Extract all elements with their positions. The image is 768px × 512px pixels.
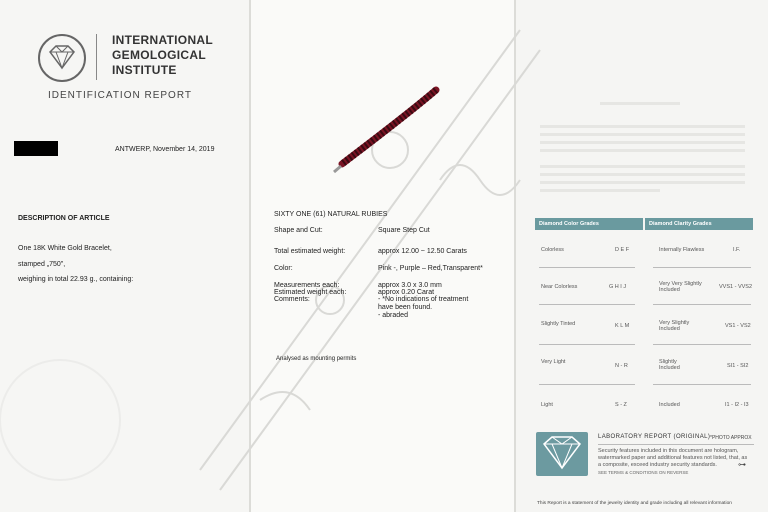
color-grade-letters: S - Z xyxy=(615,402,627,408)
comments-label: Comments: xyxy=(274,296,310,303)
color-grade-name: Light xyxy=(541,402,553,408)
faded-text xyxy=(540,181,745,184)
key-icon: ⊶ xyxy=(738,460,746,469)
fold-line xyxy=(249,0,251,512)
divider xyxy=(539,267,635,268)
divider xyxy=(539,344,635,345)
diamond-icon xyxy=(46,44,78,72)
description-heading: DESCRIPTION OF ARTICLE xyxy=(18,215,110,222)
lab-diamond-logo xyxy=(536,432,588,476)
divider xyxy=(653,267,751,268)
weight-each-value: approx 0.20 Carat xyxy=(378,289,435,296)
lab-report-title: LABORATORY REPORT (ORIGINAL) xyxy=(598,434,711,440)
color-grade-letters: D E F xyxy=(615,247,630,253)
color-grade-name: Colorless xyxy=(541,247,564,253)
lab-body-line: a composite, exceed industry security standards. xyxy=(598,462,717,468)
field-label: Total estimated weight: xyxy=(274,248,346,255)
clarity-grade-code: I1 - I2 - I3 xyxy=(725,402,749,408)
comment-line: - *No indications of treatment xyxy=(378,296,469,303)
faded-text xyxy=(540,133,745,136)
clarity-grade-code: I.F. xyxy=(733,247,741,253)
faded-text xyxy=(540,189,660,192)
faded-text xyxy=(600,102,680,105)
clarity-grade-name: Internally Flawless xyxy=(659,247,705,253)
field-value: approx 12.00 ~ 12.50 Carats xyxy=(378,248,467,255)
divider xyxy=(539,304,635,305)
article-line: stamped „750", xyxy=(18,261,66,268)
color-grade-letters: N - R xyxy=(615,363,628,369)
clarity-grade-code: VS1 - VS2 xyxy=(725,323,751,329)
measurements-value: approx 3.0 x 3.0 mm xyxy=(378,282,442,289)
faded-text xyxy=(540,173,745,176)
fold-line xyxy=(514,0,516,512)
redacted-number xyxy=(14,141,58,156)
color-grade-name: Near Colorless xyxy=(541,284,578,290)
divider xyxy=(653,304,751,305)
divider xyxy=(653,384,751,385)
faded-text xyxy=(540,165,745,168)
institute-name-line2: GEMOLOGICAL xyxy=(112,48,206,62)
diamond-icon xyxy=(536,432,588,476)
field-value: Pink -, Purple – Red,Transparent* xyxy=(378,265,483,272)
measurements-label: Measurements each: xyxy=(274,282,340,289)
comment-line: - abraded xyxy=(378,312,408,319)
footer-statement: This Report is a statement of the jewelry identity and grade including all relevant information xyxy=(537,501,732,506)
color-grade-letters: K L M xyxy=(615,323,630,329)
photo-approx-note: *PHOTO APPROX xyxy=(710,435,752,441)
institute-name-line1: INTERNATIONAL xyxy=(112,33,214,47)
weight-each-label: Estimated weight each: xyxy=(274,289,347,296)
color-grades-header: Diamond Color Grades xyxy=(535,218,643,230)
logo-divider xyxy=(96,34,97,80)
faded-text xyxy=(540,125,745,128)
divider xyxy=(539,384,635,385)
igi-logo xyxy=(38,34,86,82)
place-date: ANTWERP, November 14, 2019 xyxy=(115,146,215,153)
clarity-grade-name: Included xyxy=(659,402,680,408)
clarity-grades-header: Diamond Clarity Grades xyxy=(645,218,753,230)
clarity-grade-name: Slightly Included xyxy=(659,359,680,371)
bracelet-photo xyxy=(308,86,442,178)
terms-link: SEE TERMS & CONDITIONS ON REVERSE xyxy=(598,470,689,475)
lab-body-line: Security features included in this document are hologram, xyxy=(598,448,739,454)
stones-heading: SIXTY ONE (61) NATURAL RUBIES xyxy=(274,211,388,218)
faded-text xyxy=(540,149,745,152)
divider xyxy=(598,444,754,445)
comment-line: have been found. xyxy=(378,304,433,311)
faded-text xyxy=(540,141,745,144)
article-line: weighing in total 22.93 g., containing: xyxy=(18,276,134,283)
clarity-grade-code: VVS1 - VVS2 xyxy=(719,284,753,290)
institute-name-line3: INSTITUTE xyxy=(112,63,177,77)
field-label: Color: xyxy=(274,265,293,272)
analysed-note: Analysed as mounting permits xyxy=(276,356,357,362)
divider xyxy=(653,344,751,345)
clarity-grade-name: Very Very Slightly Included xyxy=(659,281,702,293)
color-grade-name: Slightly Tinted xyxy=(541,321,576,327)
color-grade-letters: G H I J xyxy=(609,284,627,290)
clarity-grade-code: SI1 - SI2 xyxy=(727,363,749,369)
color-grade-name: Very Light xyxy=(541,359,566,365)
report-title: IDENTIFICATION REPORT xyxy=(48,90,192,101)
middle-panel xyxy=(250,0,515,512)
field-label: Shape and Cut: xyxy=(274,227,323,234)
article-line: One 18K White Gold Bracelet, xyxy=(18,245,112,252)
clarity-grade-name: Very Slightly Included xyxy=(659,320,690,332)
lab-body-line: watermarked paper and additional features not listed, that, as xyxy=(598,455,748,461)
field-value: Square Step Cut xyxy=(378,227,430,234)
